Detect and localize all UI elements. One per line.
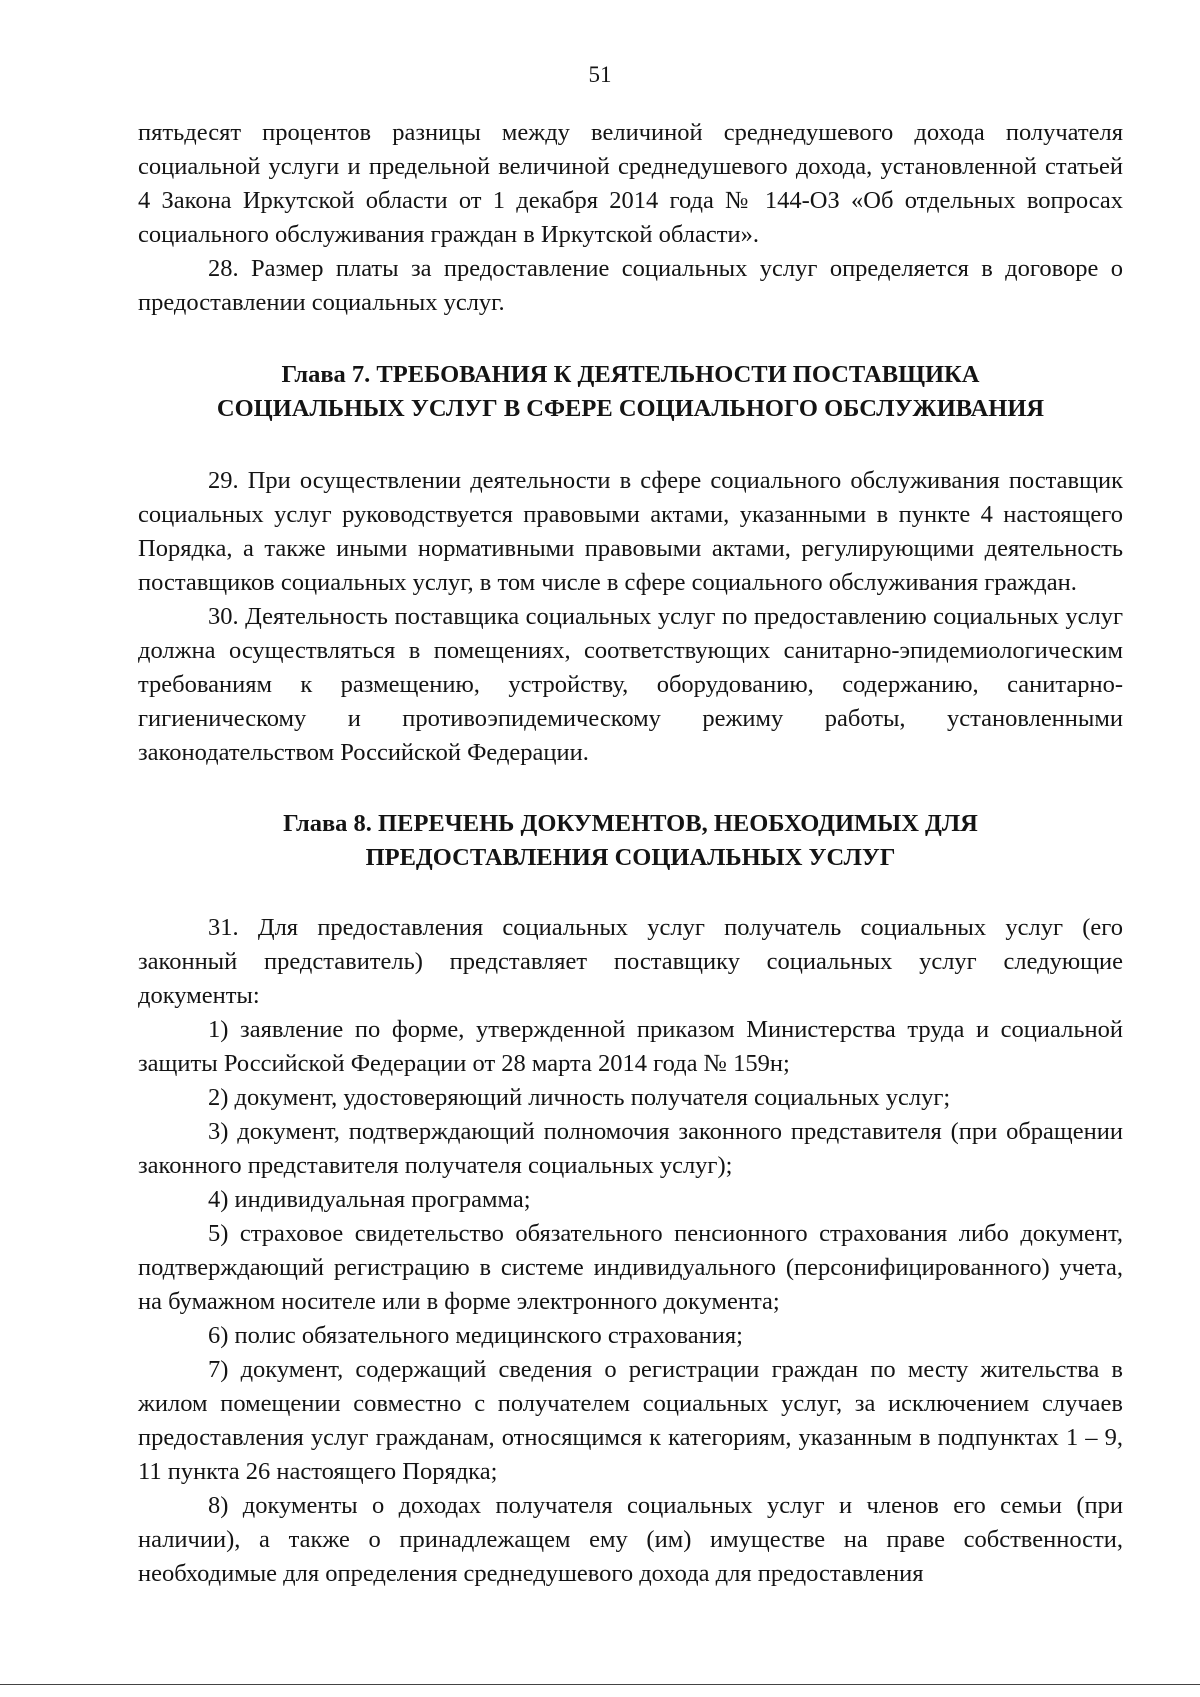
scan-bottom-edge: [0, 1684, 1200, 1685]
list-item-8: 8) документы о доходах получателя социальных услуг и членов его семьи (при наличии), а также о принадлежащем ему (им) имуществе на праве собственности, необходимые для определения среднедушевого дохода для предоставления: [138, 1492, 1123, 1587]
chapter-7-heading: [138, 358, 1123, 426]
list-item-7: 7) документ, содержащий сведения о регистрации граждан по месту жительства в жилом помещении совместно с получателем социальных услуг, за исключением случаев предоставления услуг гражданам, относящимся к категориям, указанным в подпунктах 1 – 9, 11 пункта 26 настоящего Порядка;: [138, 1356, 1123, 1485]
list-item-5: 5) страховое свидетельство обязательного пенсионного страхования либо документ, подтверждающий регистрацию в системе индивидуального (персонифицированного) учета, на бумажном носителе или в форме электронного документа;: [138, 1220, 1123, 1315]
chapter-8-heading-line-1: Глава 8. ПЕРЕЧЕНЬ ДОКУМЕНТОВ, НЕОБХОДИМЫХ ДЛЯ: [283, 810, 978, 837]
chapter-8-heading: [138, 807, 1123, 875]
paragraph-31: 31. Для предоставления социальных услуг получатель социальных услуг (его законный представитель) представляет поставщику социальных услуг следующие документы:: [138, 914, 1123, 1009]
list-item-2: 2) документ, удостоверяющий личность получателя социальных услуг;: [208, 1084, 951, 1111]
list-item-4: 4) индивидуальная программа;: [208, 1186, 531, 1213]
document-body: [138, 116, 1123, 1591]
page-number: 51: [588, 62, 612, 87]
chapter-8-heading-line-2: ПРЕДОСТАВЛЕНИЯ СОЦИАЛЬНЫХ УСЛУГ: [365, 844, 896, 871]
list-item-1: 1) заявление по форме, утвержденной приказом Министерства труда и социальной защиты Российской Федерации от 28 марта 2014 года № 159н;: [138, 1016, 1123, 1077]
paragraph-29: 29. При осуществлении деятельности в сфере социального обслуживания поставщик социальных услуг руководствуется правовыми актами, указанными в пункте 4 настоящего Порядка, а также иными нормативными правовыми актами, регулирующими деятельность поставщиков социальных услуг, в том числе в сфере социального обслуживания граждан.: [138, 467, 1123, 596]
chapter-7-heading-line-2: СОЦИАЛЬНЫХ УСЛУГ В СФЕРЕ СОЦИАЛЬНОГО ОБСЛУЖИВАНИЯ: [216, 395, 1045, 422]
spacer: [138, 875, 1123, 911]
paragraph-28: 28. Размер платы за предоставление социальных услуг определяется в договоре о предоставлении социальных услуг.: [138, 255, 1123, 316]
spacer: [138, 770, 1123, 807]
paragraph-continuation: пятьдесят процентов разницы между величиной среднедушевого дохода получателя социальной услуги и предельной величиной среднедушевого дохода, установленной статьей 4 Закона Иркутской области от 1 декабря 2014 года № 144-ОЗ «Об отдельных вопросах социального обслуживания граждан в Иркутской области».: [138, 119, 1123, 248]
paragraph-30: 30. Деятельность поставщика социальных услуг по предоставлению социальных услуг должна осуществляться в помещениях, соответствующих санитарно-эпидемиологическим требованиям к размещению, устройству, оборудованию, содержанию, санитарно-гигиеническому и противоэпидемическому режиму работы, установленными законодательством Российской Федерации.: [138, 603, 1123, 766]
spacer: [138, 320, 1123, 358]
list-item-3: 3) документ, подтверждающий полномочия законного представителя (при обращении законного представителя получателя социальных услуг);: [138, 1118, 1123, 1179]
spacer: [138, 426, 1123, 464]
chapter-7-heading-line-1: Глава 7. ТРЕБОВАНИЯ К ДЕЯТЕЛЬНОСТИ ПОСТАВЩИКА: [281, 361, 980, 388]
list-item-6: 6) полис обязательного медицинского страхования;: [208, 1322, 743, 1349]
